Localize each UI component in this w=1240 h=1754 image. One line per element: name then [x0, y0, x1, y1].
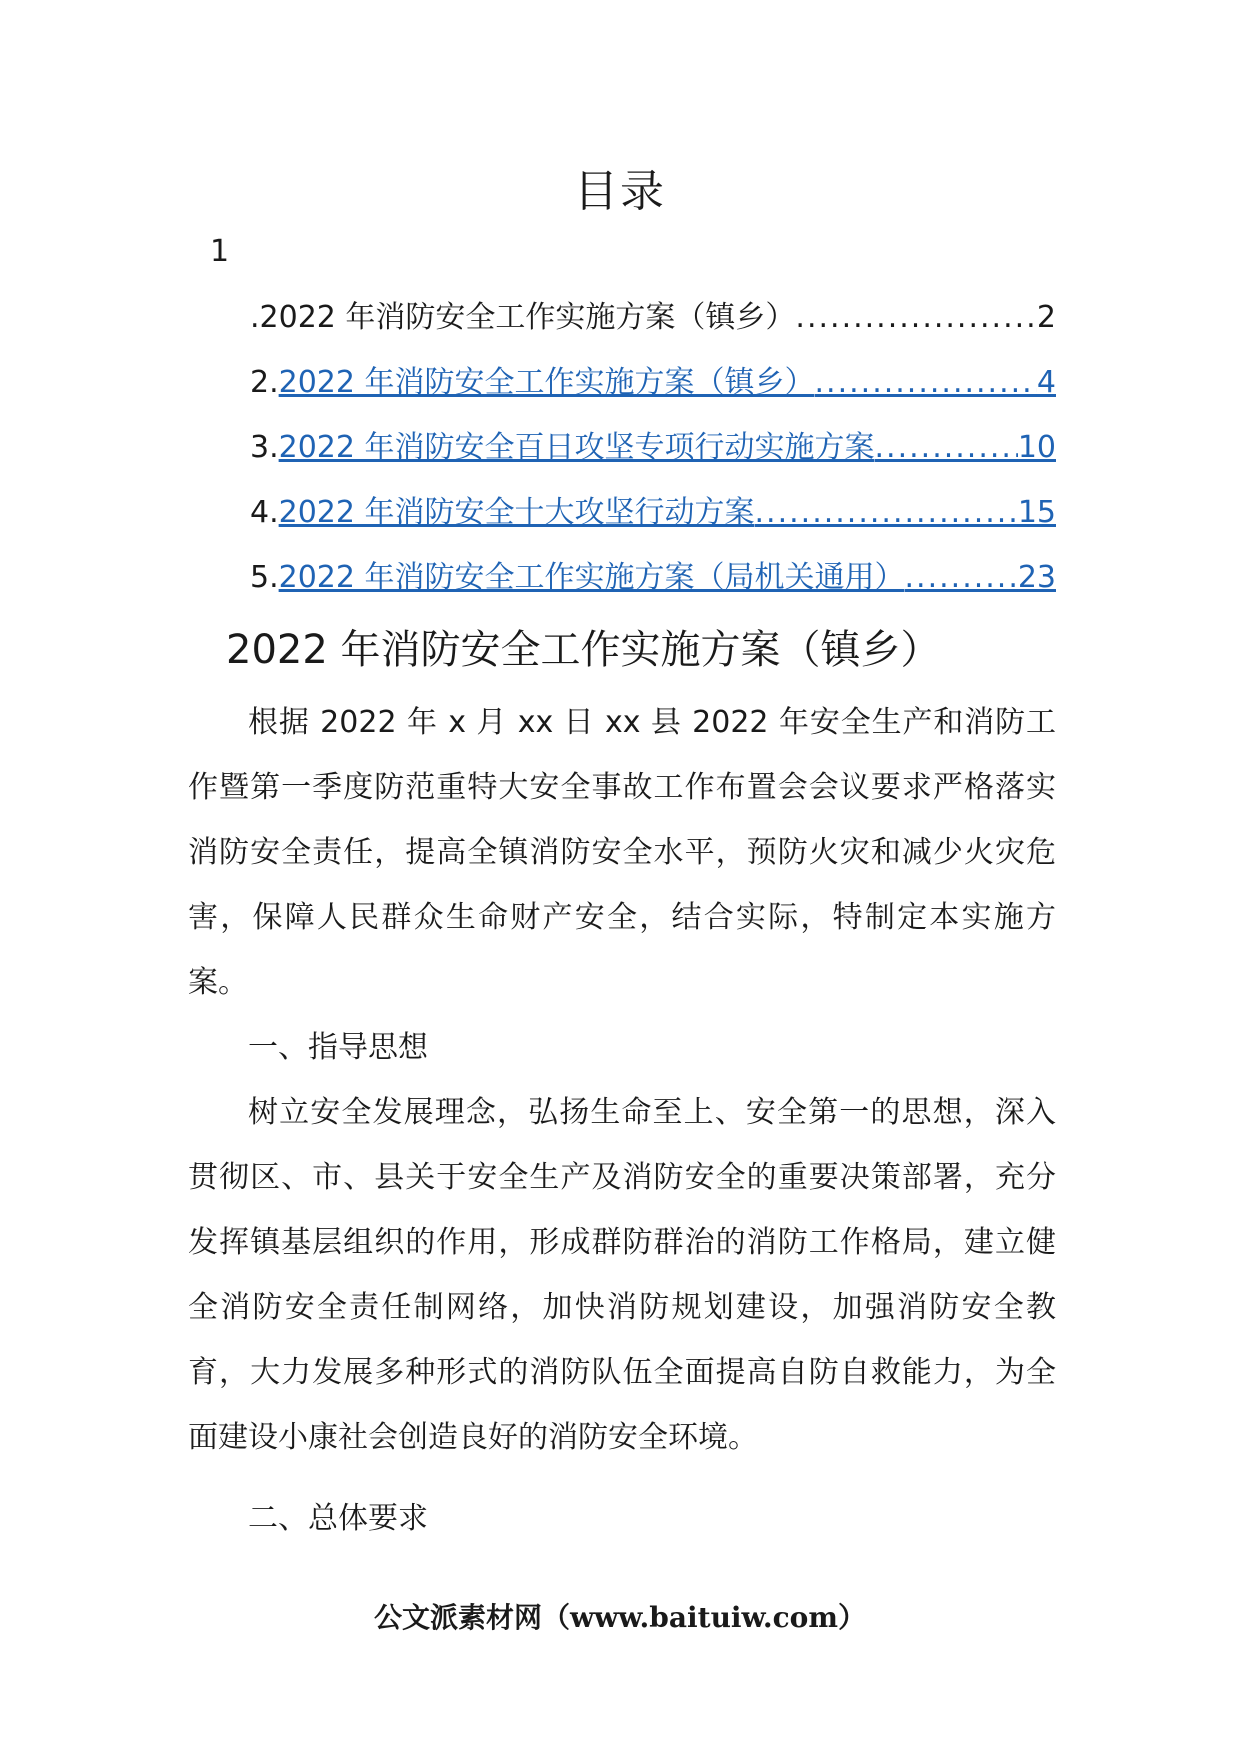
toc-entry-title: .2022 年消防安全工作实施方案（镇乡） [250, 300, 796, 335]
table-of-contents [250, 296, 1056, 621]
toc-entry-1 [250, 296, 1056, 361]
toc-entry-link[interactable]: 2022 年消防安全百日攻坚专项行动实施方案 [278, 430, 875, 465]
toc-entry-link[interactable]: 2022 年消防安全工作实施方案（局机关通用） [278, 560, 905, 595]
toc-dot-leader[interactable] [815, 361, 1037, 405]
intro-paragraph: 根据 2022 年 x 月 xx 日 xx 县 2022 年安全生产和消防工作暨第一季度防范重特大安全事故工作布置会会议要求严格落实消防安全责任，提高全镇消防安全水平，预防火灾和减少火灾危害，保障人民群众生命财产安全，结合实际，特制定本实施方案。 [188, 705, 1056, 1000]
section-heading-2: 二、总体要求 [248, 1501, 428, 1536]
toc-entry-page[interactable]: 15 [1017, 495, 1056, 530]
toc-dot-leader[interactable] [875, 426, 1018, 470]
toc-entry-link[interactable]: 2022 年消防安全工作实施方案（镇乡） [278, 365, 815, 400]
toc-entry-number: 3. [250, 430, 279, 465]
toc-entry-page[interactable]: 4 [1036, 365, 1056, 400]
toc-entry-number: 5. [250, 560, 279, 595]
toc-entry-number: 4. [250, 495, 279, 530]
toc-entry-page[interactable]: 10 [1017, 430, 1056, 465]
toc-entry-number: 2. [250, 365, 279, 400]
footer-watermark: 公文派素材网（www.baituiw.com） [374, 1601, 866, 1634]
toc-title: 目录 [574, 166, 666, 217]
toc-entry-page: 2 [1036, 300, 1056, 335]
toc-orphan-number: 1 [210, 234, 230, 269]
document-body [188, 690, 1056, 1551]
section-heading-1: 一、指导思想 [248, 1030, 428, 1065]
toc-entry-5[interactable] [250, 556, 1056, 621]
document-heading: 2022 年消防安全工作实施方案（镇乡） [226, 627, 941, 673]
toc-dot-leader [795, 296, 1036, 340]
toc-entry-4[interactable] [250, 491, 1056, 556]
toc-entry-link[interactable]: 2022 年消防安全十大攻坚行动方案 [278, 495, 755, 530]
section-1-paragraph: 树立安全发展理念，弘扬生命至上、安全第一的思想，深入贯彻区、市、县关于安全生产及消防安全的重要决策部署，充分发挥镇基层组织的作用，形成群防群治的消防工作格局，建立健全消防安全责任制网络，加快消防规划建设，加强消防安全教育，大力发展多种形式的消防队伍全面提高自防自救能力，为全面建设小康社会创造良好的消防安全环境。 [188, 1095, 1056, 1455]
toc-entry-2[interactable] [250, 361, 1056, 426]
toc-entry-page[interactable]: 23 [1017, 560, 1056, 595]
toc-entry-3[interactable] [250, 426, 1056, 491]
toc-dot-leader[interactable] [755, 491, 1018, 535]
toc-dot-leader[interactable] [905, 556, 1018, 600]
